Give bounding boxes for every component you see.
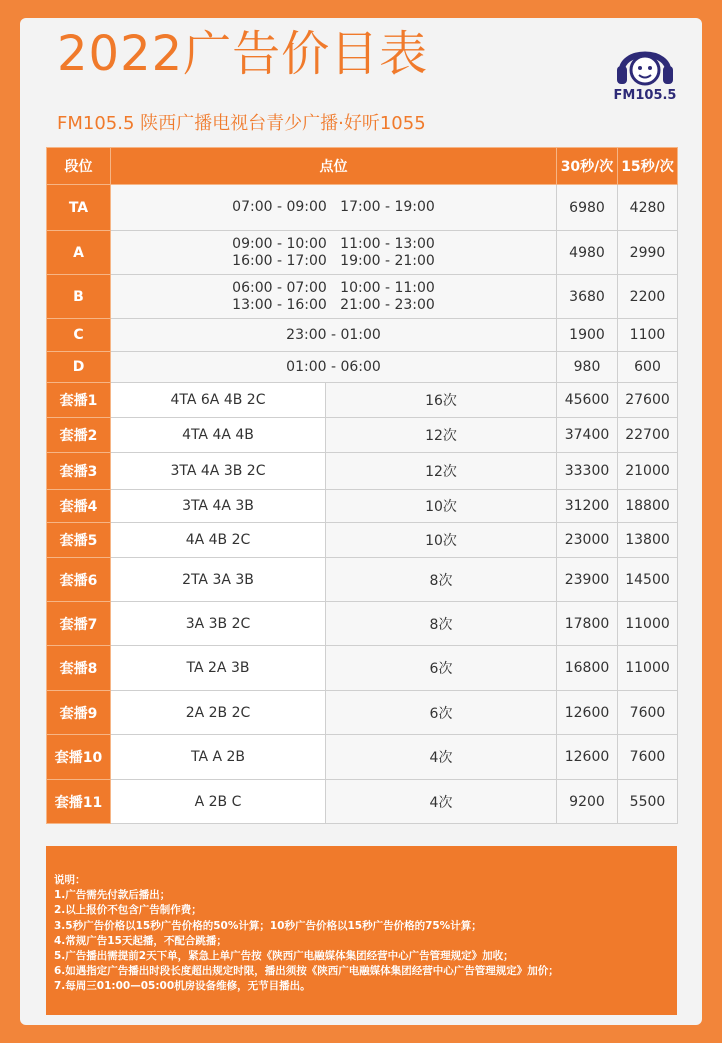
time-slots <box>111 231 557 275</box>
price-15s: 22700 <box>618 418 678 453</box>
segment-label: D <box>47 352 111 383</box>
package-row <box>47 646 678 691</box>
price-30s: 12600 <box>557 735 618 780</box>
package-row <box>47 418 678 453</box>
package-combo: A 2B C <box>111 780 326 824</box>
price-15s: 27600 <box>618 383 678 418</box>
slot-row <box>47 231 678 275</box>
package-row <box>47 490 678 523</box>
package-row <box>47 691 678 735</box>
price-30s: 23000 <box>557 523 618 558</box>
time-slot-line: 13:00 - 16:00 21:00 - 23:00 <box>232 296 435 313</box>
package-label: 套播11 <box>47 780 111 824</box>
price-15s: 11000 <box>618 602 678 646</box>
package-label: 套播6 <box>47 558 111 602</box>
package-label: 套播1 <box>47 383 111 418</box>
price-15s: 5500 <box>618 780 678 824</box>
price-30s: 17800 <box>557 602 618 646</box>
time-slots <box>111 319 557 352</box>
package-label: 套播9 <box>47 691 111 735</box>
station-subtitle: FM105.5 陕西广播电视台青少广播·好听1055 <box>57 113 426 134</box>
price-30s: 23900 <box>557 558 618 602</box>
package-combo: 3A 3B 2C <box>111 602 326 646</box>
package-row <box>47 602 678 646</box>
notes-item: 2.以上报价不包含广告制作费； <box>54 904 202 917</box>
package-times: 8次 <box>326 558 557 602</box>
slot-row <box>47 352 678 383</box>
time-slot-line: 07:00 - 09:00 17:00 - 19:00 <box>232 199 435 215</box>
time-slots <box>111 185 557 231</box>
package-label: 套播7 <box>47 602 111 646</box>
slot-row <box>47 185 678 231</box>
price-table <box>46 147 678 824</box>
price-30s: 37400 <box>557 418 618 453</box>
time-slots <box>111 275 557 319</box>
package-times: 6次 <box>326 691 557 735</box>
price-15s: 7600 <box>618 691 678 735</box>
package-times: 4次 <box>326 735 557 780</box>
price-30s: 4980 <box>557 231 618 275</box>
package-times: 6次 <box>326 646 557 691</box>
time-slot-line: 09:00 - 10:00 11:00 - 13:00 <box>232 235 435 252</box>
price-30s: 12600 <box>557 691 618 735</box>
time-slot-line: 06:00 - 07:00 10:00 - 11:00 <box>232 279 435 296</box>
price-15s: 13800 <box>618 523 678 558</box>
package-label: 套播5 <box>47 523 111 558</box>
page-title: 2022广告价目表 <box>57 26 429 82</box>
notes-item: 4.常规广告15天起播，不配合跳播； <box>54 934 227 947</box>
segment-label: A <box>47 231 111 275</box>
price-30s: 980 <box>557 352 618 383</box>
notes-item: 7.每周三01:00—05:00机房设备维修，无节目播出。 <box>54 980 311 993</box>
time-slot-line: 23:00 - 01:00 <box>286 326 381 343</box>
price-15s: 21000 <box>618 453 678 490</box>
price-30s: 6980 <box>557 185 618 231</box>
price-15s: 7600 <box>618 735 678 780</box>
price-30s: 45600 <box>557 383 618 418</box>
price-15s: 11000 <box>618 646 678 691</box>
notes-item: 1.广告需先付款后播出； <box>54 889 171 902</box>
package-times: 10次 <box>326 523 557 558</box>
package-label: 套播4 <box>47 490 111 523</box>
header-price-30s: 30秒/次 <box>557 148 618 185</box>
price-30s: 31200 <box>557 490 618 523</box>
price-15s: 600 <box>618 352 678 383</box>
package-row <box>47 383 678 418</box>
package-combo: TA 2A 3B <box>111 646 326 691</box>
time-slot-line: 16:00 - 17:00 19:00 - 21:00 <box>232 252 435 269</box>
package-times: 16次 <box>326 383 557 418</box>
notes-box <box>46 846 677 1015</box>
price-15s: 2200 <box>618 275 678 319</box>
package-combo: 4TA 4A 4B <box>111 418 326 453</box>
time-slot-line: 01:00 - 06:00 <box>286 358 381 375</box>
package-times: 12次 <box>326 453 557 490</box>
notes-item: 3.5秒广告价格以15秒广告价格的50%计算；10秒广告价格以15秒广告价格的75%计算； <box>54 919 482 932</box>
slot-row <box>47 319 678 352</box>
package-row <box>47 780 678 824</box>
segment-label: B <box>47 275 111 319</box>
package-combo: 2TA 3A 3B <box>111 558 326 602</box>
price-30s: 33300 <box>557 453 618 490</box>
package-times: 4次 <box>326 780 557 824</box>
package-times: 10次 <box>326 490 557 523</box>
notes-heading: 说明： <box>54 874 86 886</box>
price-30s: 16800 <box>557 646 618 691</box>
package-times: 12次 <box>326 418 557 453</box>
headphone-mascot-icon <box>608 38 682 88</box>
table-header-row <box>47 148 678 185</box>
package-combo: 2A 2B 2C <box>111 691 326 735</box>
price-30s: 1900 <box>557 319 618 352</box>
package-label: 套播8 <box>47 646 111 691</box>
price-15s: 1100 <box>618 319 678 352</box>
package-combo: TA A 2B <box>111 735 326 780</box>
logo-text: FM105.5 <box>613 88 677 103</box>
price-15s: 18800 <box>618 490 678 523</box>
fm1055-logo <box>608 38 682 104</box>
header-price-15s: 15秒/次 <box>618 148 678 185</box>
package-row <box>47 558 678 602</box>
package-label: 套播3 <box>47 453 111 490</box>
price-15s: 2990 <box>618 231 678 275</box>
price-15s: 14500 <box>618 558 678 602</box>
price-15s: 4280 <box>618 185 678 231</box>
segment-label: C <box>47 319 111 352</box>
price-30s: 9200 <box>557 780 618 824</box>
notes-item: 5.广告播出需提前2天下单，紧急上单广告按《陕西广电融媒体集团经营中心广告管理规定》加收； <box>54 950 514 963</box>
price-30s: 3680 <box>557 275 618 319</box>
package-label: 套播10 <box>47 735 111 780</box>
notes-item: 6.如遇指定广告播出时段长度超出规定时限，播出须按《陕西广电融媒体集团经营中心广告管理规定》加价； <box>54 965 559 978</box>
segment-label: TA <box>47 185 111 231</box>
package-row <box>47 453 678 490</box>
package-row <box>47 735 678 780</box>
package-combo: 3TA 4A 3B 2C <box>111 453 326 490</box>
time-slots <box>111 352 557 383</box>
price-sheet <box>20 18 702 1025</box>
header-slot: 点位 <box>111 148 557 185</box>
package-combo: 3TA 4A 3B <box>111 490 326 523</box>
slot-row <box>47 275 678 319</box>
package-times: 8次 <box>326 602 557 646</box>
package-row <box>47 523 678 558</box>
package-combo: 4TA 6A 4B 2C <box>111 383 326 418</box>
header-segment: 段位 <box>47 148 111 185</box>
package-combo: 4A 4B 2C <box>111 523 326 558</box>
package-label: 套播2 <box>47 418 111 453</box>
